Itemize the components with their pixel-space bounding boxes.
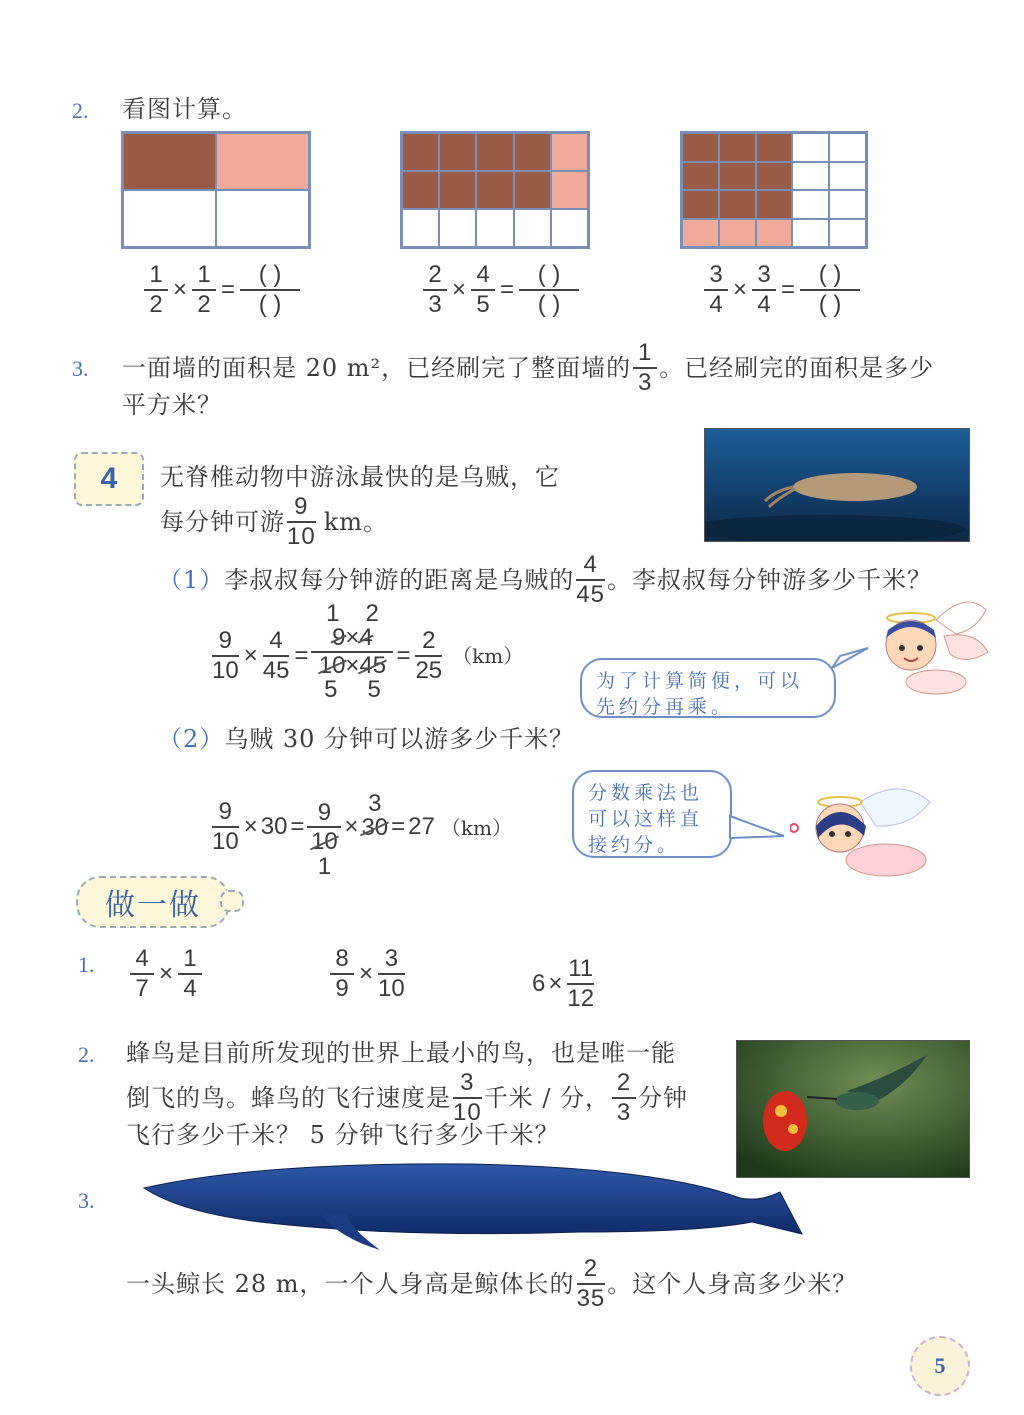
question-text: 看图计算。 [122, 95, 247, 123]
angel-girl-icon [790, 782, 940, 882]
calc-step-2: $\frac{9}{10}$ × 30 = 9 10 1 × 3 30 = 27 （km） [212, 789, 512, 880]
answer-blank[interactable]: $\frac{( )}{( )}$ [800, 262, 860, 318]
hint-bubble-2: 分数乘法也可以这样直接约分。 [572, 770, 732, 858]
question-text: 倒飞的鸟。蜂鸟的飞行速度是 $\frac{3}{10}$ 千米 / 分， $\frac{2}{3}$ 分钟 [126, 1069, 689, 1126]
question-text: 一面墙的面积是 20 m²，已经刷完了整面墙的 $\frac{1}{3}$ 。已经刷完的面积是多少 [122, 339, 935, 396]
hummingbird-body [835, 1092, 879, 1110]
practice-title: 做一做 [76, 876, 230, 928]
expression-2: $\frac{2}{3}$ × $\frac{4}{5}$ = $\frac{( )}{( )}$ [421, 262, 581, 318]
example-text: 无脊椎动物中游泳最快的是乌贼，它 [160, 463, 560, 491]
whale-illustration [140, 1158, 806, 1252]
angel-boy-icon [866, 590, 996, 700]
cuttlefish-shape [793, 473, 917, 501]
answer-blank[interactable]: $\frac{( )}{( )}$ [519, 262, 579, 318]
title-tab [220, 890, 244, 912]
question-number: 3. [72, 356, 89, 381]
fraction-grid-3 [680, 131, 868, 249]
practice-item-3: 6 × $\frac{11}{12}$ [532, 955, 595, 1012]
fraction-grid-1 [121, 131, 311, 249]
question-text: 飞行多少千米？ 5 分钟飞行多少千米？ [126, 1121, 560, 1149]
calc-step-1: $\frac{9}{10}$ × $\frac{4}{45}$ = 1 2 9×4 10×45 5 5 = $\frac{2}{25}$ （km） [212, 600, 524, 703]
cuttlefish-photo [704, 428, 970, 542]
answer-blank[interactable]: $\frac{( )}{( )}$ [240, 262, 300, 318]
page-number-badge: 5 [910, 1336, 970, 1396]
example-text: 每分钟可游 $\frac{9}{10}$ km。 [160, 493, 389, 550]
bubble-tail [728, 810, 788, 850]
sub-question-2: （2） 乌贼 30 分钟可以游多少千米？ [158, 725, 575, 753]
sub-question-1: （1） 李叔叔每分钟游的距离是乌贼的 $\frac{4}{45}$ 。李叔叔每分钟游多少千米？ [158, 551, 932, 608]
expression-1: $\frac{1}{2}$ × $\frac{1}{2}$ = $\frac{( )}{( )}$ [142, 262, 302, 318]
practice-item-1: $\frac{4}{7}$ × $\frac{1}{4}$ [128, 946, 204, 1002]
question-number: 2. [72, 98, 89, 123]
red-flower [763, 1091, 807, 1151]
practice-item-2: $\frac{8}{9}$ × $\frac{3}{10}$ [328, 946, 407, 1002]
fraction-grid-2 [400, 131, 590, 249]
example-badge: 4 [74, 452, 144, 506]
question-number: 1. [78, 952, 95, 977]
question-number: 3. [78, 1188, 95, 1213]
hint-bubble-1: 为了计算简便，可以先约分再乘。 [580, 658, 836, 718]
question-text: 蜂鸟是目前所发现的世界上最小的鸟，也是唯一能 [126, 1039, 676, 1067]
bubble-tail [830, 628, 870, 668]
question-number: 2. [78, 1042, 95, 1067]
question-text-cont: 平方米？ [122, 391, 222, 419]
expression-3: $\frac{3}{4}$ × $\frac{3}{4}$ = $\frac{( )}{( )}$ [702, 262, 862, 318]
question-text: 一头鲸长 28 m，一个人身高是鲸体长的 $\frac{2}{35}$ 。这个人身高多少米？ [126, 1255, 858, 1312]
